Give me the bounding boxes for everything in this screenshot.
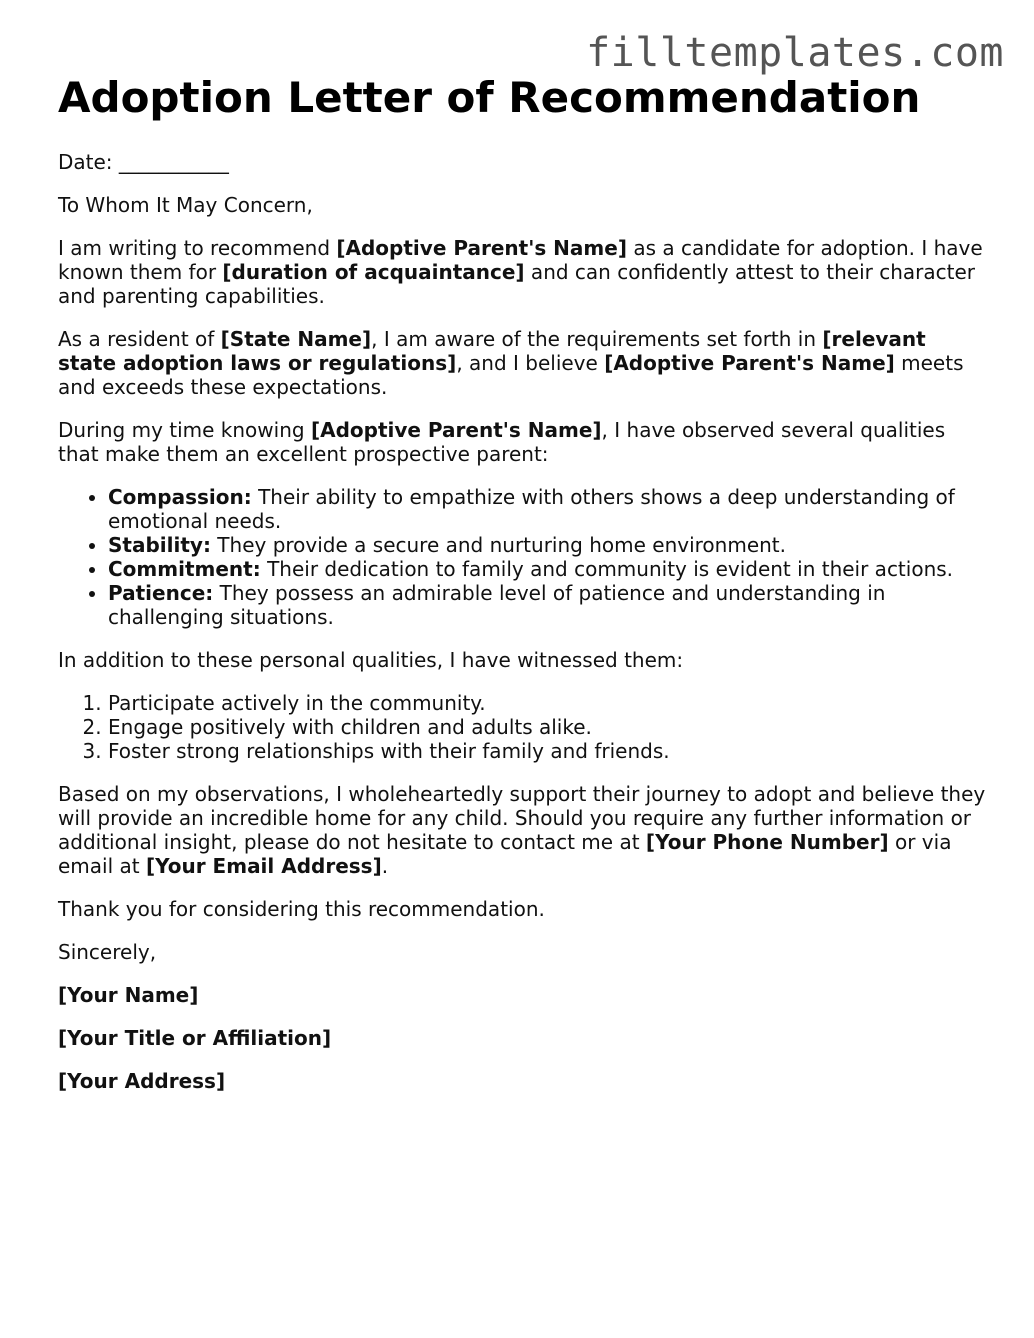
qualities-list: [58, 485, 988, 629]
list-item: 2. Engage positively with children and adults alike.: [108, 715, 988, 739]
witnessed-intro-paragraph: In addition to these personal qualities, I have witnessed them:: [58, 648, 684, 672]
text: as a candidate for adoption. I have known them for: [58, 236, 983, 284]
letter-document: [58, 72, 988, 1112]
date-line: Date: ___________: [58, 150, 229, 174]
text: As a resident of: [58, 327, 221, 351]
list-item: 3. Foster strong relationships with their family and friends.: [108, 739, 988, 763]
list-item: [108, 485, 988, 533]
text: and can confidently attest to their character and parenting capabilities.: [58, 260, 976, 308]
signature-address: [58, 1069, 988, 1093]
placeholder-adoptive-parent-name: [Adoptive Parent's Name]: [336, 236, 627, 260]
intro-paragraph: [58, 236, 988, 308]
placeholder-duration: [duration of acquaintance]: [222, 260, 525, 284]
list-item: [108, 557, 988, 581]
witnessed-list: [58, 691, 988, 763]
salutation: To Whom It May Concern,: [58, 193, 313, 217]
quality-text: They provide a secure and nurturing home environment.: [210, 533, 786, 557]
placeholder-your-address: [Your Address]: [58, 1069, 226, 1093]
text: meets and exceeds these expectations.: [58, 351, 964, 399]
text: Based on my observations, I wholeheartedly support their journey to adopt and believe they will provide an incredible home for any child. Should you require any further information or additional insight, please do not hesitate to contact me at: [58, 782, 986, 854]
list-item: [108, 533, 988, 557]
text: I am writing to recommend: [58, 236, 337, 260]
text: or via email at: [58, 830, 952, 878]
placeholder-state-name: [State Name]: [220, 327, 372, 351]
quality-term: Stability:: [108, 533, 211, 557]
list-item: [108, 581, 988, 629]
text: .: [381, 854, 389, 878]
text: , I am aware of the requirements set forth in: [371, 327, 823, 351]
quality-term: Compassion:: [108, 485, 252, 509]
text: , I have observed several qualities that make them an excellent prospective parent:: [58, 418, 946, 466]
qualities-intro-paragraph: [58, 418, 988, 466]
quality-term: Commitment:: [108, 557, 261, 581]
placeholder-state-laws: [relevant state adoption laws or regulations]: [58, 327, 926, 375]
signature-title: [58, 1026, 988, 1050]
signature-name: [58, 983, 988, 1007]
text: , and I believe: [456, 351, 605, 375]
text: During my time knowing: [58, 418, 311, 442]
residency-paragraph: [58, 327, 988, 399]
contact-paragraph: [58, 782, 988, 878]
placeholder-your-name: [Your Name]: [58, 983, 199, 1007]
quality-text: Their ability to empathize with others shows a deep understanding of emotional needs.: [108, 485, 955, 533]
placeholder-adoptive-parent-name: [Adoptive Parent's Name]: [604, 351, 895, 375]
placeholder-your-title: [Your Title or Affiliation]: [58, 1026, 332, 1050]
quality-text: They possess an admirable level of patience and understanding in challenging situations.: [108, 581, 886, 629]
closing: Sincerely,: [58, 940, 157, 964]
placeholder-phone-number: [Your Phone Number]: [645, 830, 889, 854]
thanks-paragraph: Thank you for considering this recommendation.: [58, 897, 545, 921]
quality-text: Their dedication to family and community is evident in their actions.: [260, 557, 954, 581]
watermark: filltemplates.com: [586, 30, 1004, 76]
quality-term: Patience:: [108, 581, 214, 605]
page-title: Adoption Letter of Recommendation: [58, 73, 921, 122]
placeholder-email-address: [Your Email Address]: [145, 854, 382, 878]
placeholder-adoptive-parent-name: [Adoptive Parent's Name]: [310, 418, 602, 442]
list-item: 1. Participate actively in the community.: [108, 691, 988, 715]
